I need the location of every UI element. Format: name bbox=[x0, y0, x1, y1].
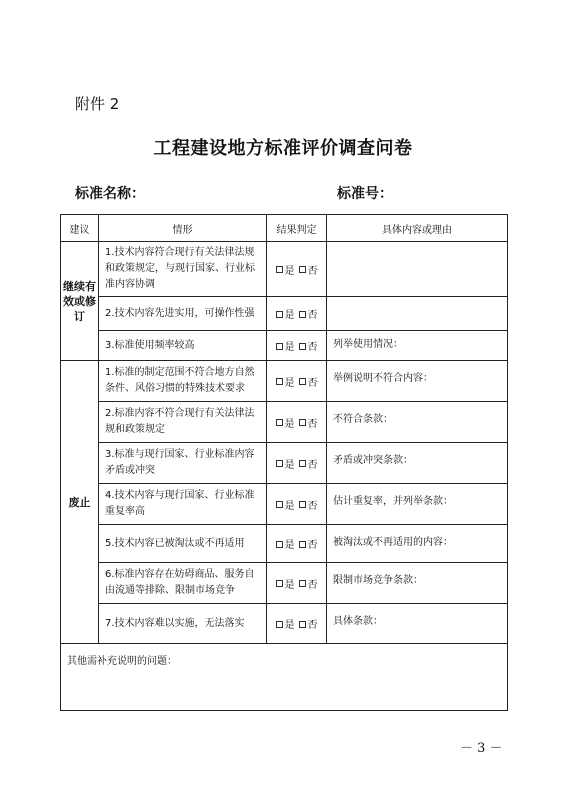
detail-cell[interactable]: 不符合条款： bbox=[327, 402, 508, 443]
table-header-row bbox=[61, 215, 508, 242]
checkbox-icon bbox=[276, 378, 283, 385]
yes-option[interactable]: 是 bbox=[276, 419, 295, 430]
situation-cell: 5.技术内容已被淘汰或不再适用 bbox=[99, 525, 267, 563]
group-abolish: 废止 bbox=[61, 361, 99, 644]
table-row bbox=[61, 242, 508, 297]
table-row bbox=[61, 402, 508, 443]
situation-cell: 7.技术内容难以实施，无法落实 bbox=[99, 604, 267, 644]
checkbox-icon bbox=[276, 541, 283, 548]
judgement-cell bbox=[267, 604, 327, 644]
no-option[interactable]: 否 bbox=[299, 342, 318, 353]
judgement-cell bbox=[267, 484, 327, 525]
checkbox-icon bbox=[299, 378, 306, 385]
judgement-cell bbox=[267, 331, 327, 361]
standard-number-label: 标准号： bbox=[337, 186, 393, 202]
survey-table bbox=[60, 214, 508, 711]
judgement-cell bbox=[267, 525, 327, 563]
checkbox-icon bbox=[299, 501, 306, 508]
situation-cell: 2.技术内容先进实用，可操作性强 bbox=[99, 297, 267, 331]
table-row bbox=[61, 563, 508, 604]
no-option[interactable]: 否 bbox=[299, 620, 318, 631]
checkbox-icon bbox=[299, 621, 306, 628]
no-option[interactable]: 否 bbox=[299, 501, 318, 512]
yes-option[interactable]: 是 bbox=[276, 342, 295, 353]
no-option[interactable]: 否 bbox=[299, 419, 318, 430]
detail-cell[interactable] bbox=[327, 242, 508, 297]
situation-cell: 1.技术内容符合现行有关法律法规和政策规定，与现行国家、行业标准内容协调 bbox=[99, 242, 267, 297]
no-option[interactable]: 否 bbox=[299, 266, 318, 277]
judgement-cell bbox=[267, 563, 327, 604]
header-detail: 具体内容或理由 bbox=[327, 215, 508, 242]
checkbox-icon bbox=[276, 343, 283, 350]
table-row bbox=[61, 443, 508, 484]
yes-option[interactable]: 是 bbox=[276, 310, 295, 321]
checkbox-icon bbox=[276, 419, 283, 426]
attachment-label: 附件 2 bbox=[75, 95, 120, 113]
table-row bbox=[61, 331, 508, 361]
situation-cell: 6.标准内容存在妨碍商品、服务自由流通等排除、限制市场竞争 bbox=[99, 563, 267, 604]
judgement-cell bbox=[267, 402, 327, 443]
detail-cell[interactable] bbox=[327, 297, 508, 331]
header-suggestion: 建议 bbox=[61, 215, 99, 242]
situation-cell: 2.标准内容不符合现行有关法律法规和政策规定 bbox=[99, 402, 267, 443]
detail-cell[interactable]: 矛盾或冲突条款： bbox=[327, 443, 508, 484]
table-row-other bbox=[61, 644, 508, 711]
situation-cell: 1.标准的制定范围不符合地方自然条件、风俗习惯的特殊技术要求 bbox=[99, 361, 267, 402]
page-title: 工程建设地方标准评价调查问卷 bbox=[153, 138, 413, 159]
detail-cell[interactable]: 被淘汰或不再适用的内容： bbox=[327, 525, 508, 563]
judgement-cell bbox=[267, 443, 327, 484]
table-row bbox=[61, 525, 508, 563]
judgement-cell bbox=[267, 297, 327, 331]
checkbox-icon bbox=[276, 621, 283, 628]
checkbox-icon bbox=[276, 266, 283, 273]
detail-cell[interactable]: 举例说明不符合内容： bbox=[327, 361, 508, 402]
yes-option[interactable]: 是 bbox=[276, 580, 295, 591]
no-option[interactable]: 否 bbox=[299, 540, 318, 551]
detail-cell[interactable]: 列举使用情况： bbox=[327, 331, 508, 361]
table-row bbox=[61, 484, 508, 525]
checkbox-icon bbox=[299, 311, 306, 318]
checkbox-icon bbox=[299, 419, 306, 426]
no-option[interactable]: 否 bbox=[299, 580, 318, 591]
other-issues-cell[interactable]: 其他需补充说明的问题： bbox=[61, 644, 508, 711]
checkbox-icon bbox=[299, 343, 306, 350]
yes-option[interactable]: 是 bbox=[276, 620, 295, 631]
header-situation: 情形 bbox=[99, 215, 267, 242]
checkbox-icon bbox=[299, 541, 306, 548]
checkbox-icon bbox=[299, 580, 306, 587]
checkbox-icon bbox=[299, 460, 306, 467]
table-row bbox=[61, 604, 508, 644]
checkbox-icon bbox=[299, 266, 306, 273]
page-number: － 3 － bbox=[460, 741, 503, 756]
detail-cell[interactable]: 估计重复率，并列举条款： bbox=[327, 484, 508, 525]
situation-cell: 3.标准与现行国家、行业标准内容矛盾或冲突 bbox=[99, 443, 267, 484]
checkbox-icon bbox=[276, 311, 283, 318]
yes-option[interactable]: 是 bbox=[276, 501, 295, 512]
situation-cell: 4.技术内容与现行国家、行业标准重复率高 bbox=[99, 484, 267, 525]
checkbox-icon bbox=[276, 460, 283, 467]
group-continue-or-revise: 继续有效或修订 bbox=[61, 242, 99, 361]
no-option[interactable]: 否 bbox=[299, 310, 318, 321]
judgement-cell bbox=[267, 361, 327, 402]
header-judgement: 结果判定 bbox=[267, 215, 327, 242]
detail-cell[interactable]: 限制市场竞争条款： bbox=[327, 563, 508, 604]
checkbox-icon bbox=[276, 501, 283, 508]
detail-cell[interactable]: 具体条款： bbox=[327, 604, 508, 644]
yes-option[interactable]: 是 bbox=[276, 378, 295, 389]
no-option[interactable]: 否 bbox=[299, 378, 318, 389]
judgement-cell bbox=[267, 242, 327, 297]
checkbox-icon bbox=[276, 580, 283, 587]
yes-option[interactable]: 是 bbox=[276, 460, 295, 471]
yes-option[interactable]: 是 bbox=[276, 540, 295, 551]
situation-cell: 3.标准使用频率较高 bbox=[99, 331, 267, 361]
standard-name-label: 标准名称： bbox=[75, 186, 145, 202]
yes-option[interactable]: 是 bbox=[276, 266, 295, 277]
table-row bbox=[61, 297, 508, 331]
table-row bbox=[61, 361, 508, 402]
no-option[interactable]: 否 bbox=[299, 460, 318, 471]
